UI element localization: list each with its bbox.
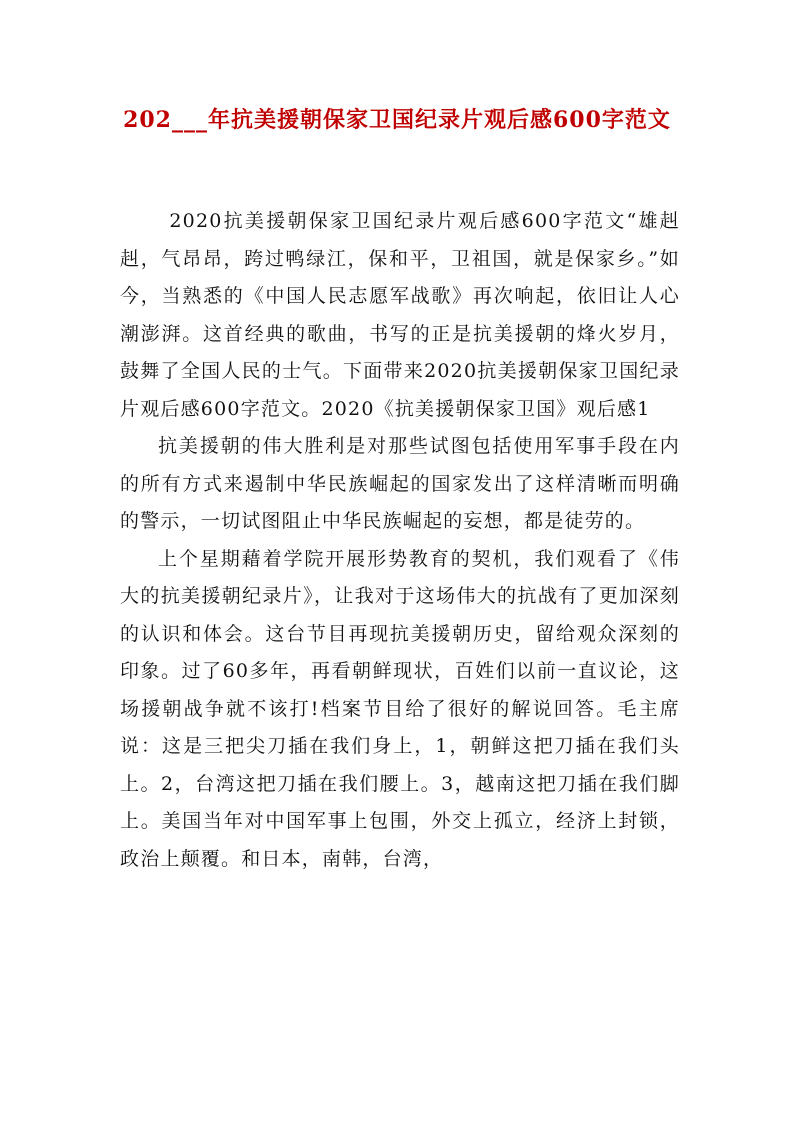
document-title: 202___年抗美援朝保家卫国纪录片观后感600字范文 [123, 107, 671, 133]
paragraph-victory: 抗美援朝的伟大胜利是对那些试图包括使用军事手段在内的所有方式来遏制中华民族崛起的国家发出了这样清晰而明确的警示，一切试图阻止中华民族崛起的妄想，都是徒劳的。 [120, 435, 680, 532]
paragraph-intro: 2020抗美援朝保家卫国纪录片观后感600字范文“雄赳赳，气昂昂，跨过鸭绿江，保和平，卫祖国，就是保家乡。”如今，当熟悉的《中国人民志愿军战歌》再次响起，依旧让人心潮澎湃。这首经典的歌曲，书写的正是抗美援朝的烽火岁月，鼓舞了全国人民的士气。下面带来2020抗美援朝保家卫国纪录片观后感600字范文。2020《抗美援朝保家卫国》观后感1 [120, 210, 680, 420]
paragraph-documentary: 上个星期藉着学院开展形势教育的契机，我们观看了《伟大的抗美援朝纪录片》，让我对于这场伟大的抗战有了更加深刻的认识和体会。这台节目再现抗美援朝历史，留给观众深刻的印象。过了60多年，再看朝鲜现状，百姓们以前一直议论，这场援朝战争就不该打!档案节目给了很好的解说回答。毛主席说：这是三把尖刀插在我们身上，1，朝鲜这把刀插在我们头上。2，台湾这把刀插在我们腰上。3，越南这把刀插在我们脚上。美国当年对中国军事上包围，外交上孤立，经济上封锁，政治上颠覆。和日本，南韩，台湾， [120, 547, 680, 870]
document-body [120, 203, 680, 878]
